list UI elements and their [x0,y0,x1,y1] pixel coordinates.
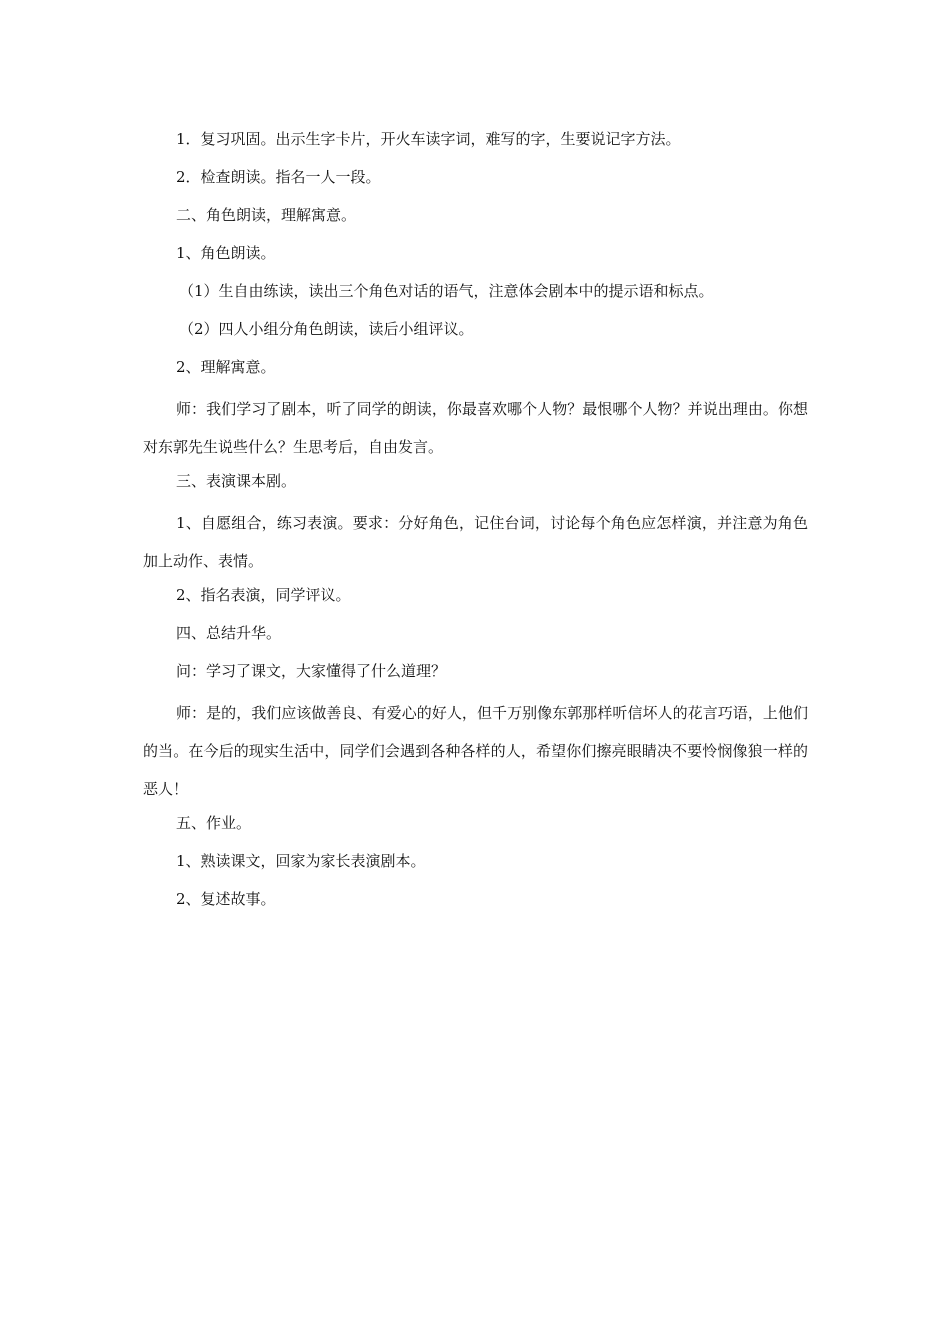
paragraph-understand-meaning: 2、理解寓意。 [176,358,276,376]
paragraph-question: 问：学习了课文，大家懂得了什么道理？ [176,662,447,680]
paragraph-free-practice: （1）生自由练读，读出三个角色对话的语气，注意体会剧本中的提示语和标点。 [179,282,714,300]
paragraph-perform-review: 2、指名表演，同学评议。 [176,586,351,604]
heading-summary: 四、总结升华。 [176,624,282,642]
paragraph-homework-retell: 2、复述故事。 [176,890,276,908]
paragraph-role-reading: 1、角色朗读。 [176,244,276,262]
heading-role-reading: 二、角色朗读，理解寓意。 [176,206,357,224]
paragraph-group-reading: （2）四人小组分角色朗读，读后小组评议。 [179,320,474,338]
paragraph-homework-read: 1、熟读课文，回家为家长表演剧本。 [176,852,426,870]
document-body [143,124,808,922]
paragraph-review: 1．复习巩固。出示生字卡片，开火车读字词，难写的字，生要说记字方法。 [176,130,681,148]
paragraph-teacher-question: 师：我们学习了剧本，听了同学的朗读，你最喜欢哪个人物？最恨哪个人物？并说出理由。你想对东郭先生说些什么？生思考后，自由发言。 [143,400,808,456]
heading-homework: 五、作业。 [176,814,252,832]
paragraph-group-practice: 1、自愿组合，练习表演。要求：分好角色，记住台词，讨论每个角色应怎样演，并注意为角色加上动作、表情。 [143,514,808,570]
heading-performance: 三、表演课本剧。 [176,472,297,490]
paragraph-teacher-summary: 师：是的，我们应该做善良、有爱心的好人，但千万别像东郭那样听信坏人的花言巧语，上他们的当。在今后的现实生活中，同学们会遇到各种各样的人，希望你们擦亮眼睛决不要怜悯像狼一样的恶人！ [143,704,808,798]
paragraph-check-reading: 2．检查朗读。指名一人一段。 [176,168,381,186]
